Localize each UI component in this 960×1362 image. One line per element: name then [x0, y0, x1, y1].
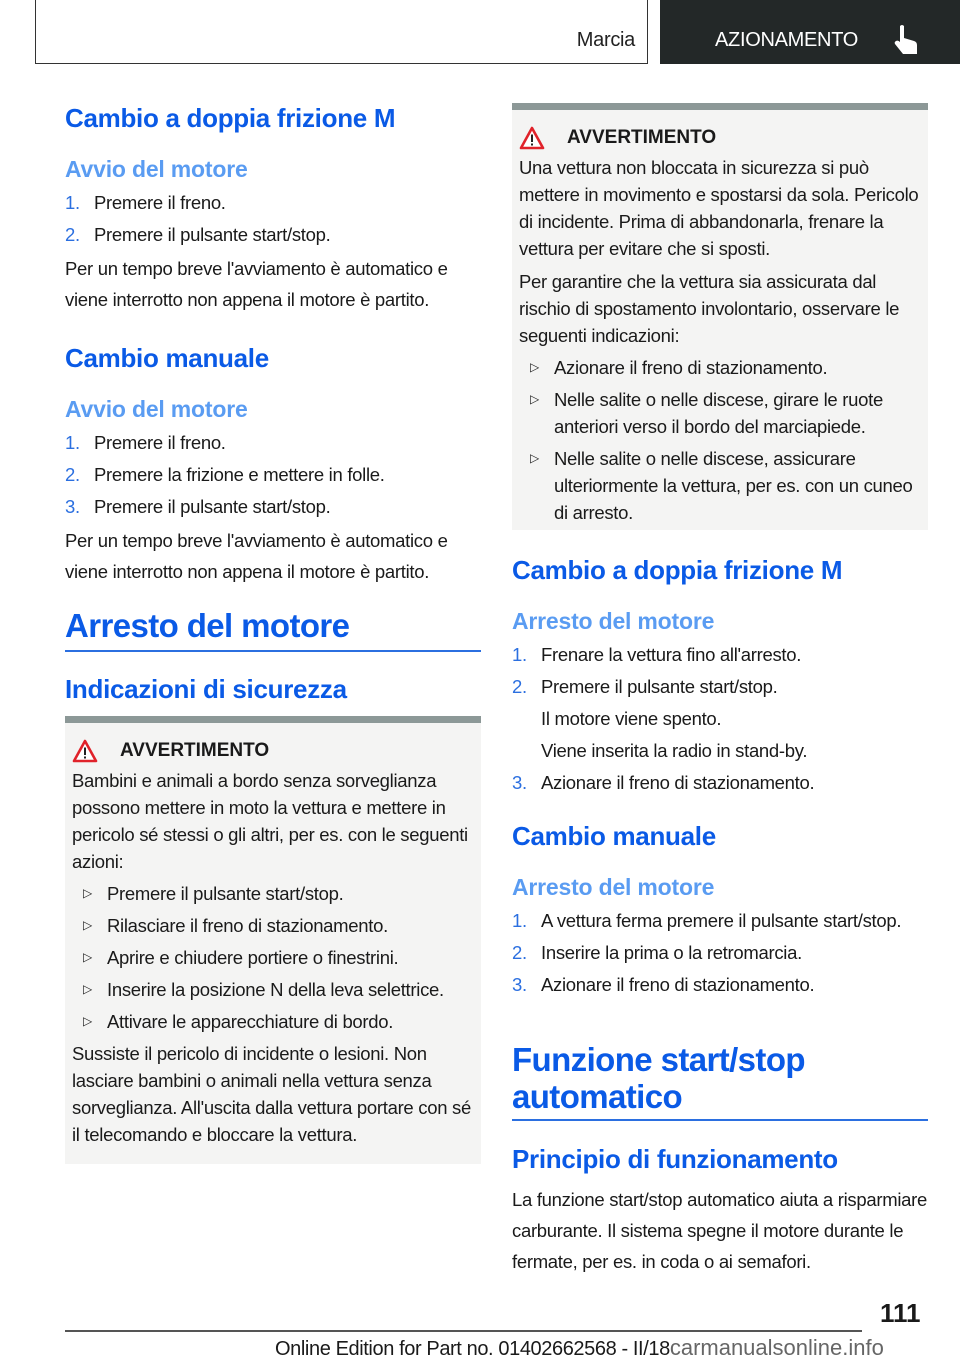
warning-paragraph: Una vettura non bloccata in sicurezza si può mettere in movimento e spostarsi da sola. Pericolo di incidente. Prima di abbandonarla, frenare la vettura per evitare che si sposti.: [519, 157, 919, 259]
warning-intro: Bambini e animali a bordo senza sorveglianza possono mettere in moto la vettura e mettere in pericolo sé stessi o gli altri, per es. con le seguenti azioni:: [72, 770, 468, 872]
list-item: ▷ Azionare il freno di stazionamento.: [519, 354, 920, 381]
subsection-title-stop: Arresto del motore: [512, 874, 715, 900]
list-item: 2. Premere la frizione e mettere in folle.: [65, 464, 385, 485]
start-note: Per un tempo breve l'avviamento è automatico e viene interrotto non appena il motore è partito.: [65, 530, 448, 582]
chapter-title-start-stop: Funzione start/stop automatico: [512, 1041, 805, 1115]
list-item: ▷ Premere il pulsante start/stop.: [72, 880, 473, 907]
warning-header: AVVERTIMENTO: [72, 739, 473, 763]
list-item: 1. Premere il freno.: [65, 432, 226, 453]
header-section-label: Marcia: [576, 29, 635, 51]
header-section-tab: [35, 0, 648, 64]
warning-outro: Sussiste il pericolo di incidente o lesioni. Non lasciare bambini o animali nella vettura senza sorveglianza. All'uscita dalla vettura portare con sé il telecomando e bloccare la vettura.: [72, 1043, 471, 1145]
step-note: Il motore viene spento.: [541, 708, 722, 729]
list-item: ▷ Aprire e chiudere portiere o finestrini.: [72, 944, 473, 971]
steps-list: [512, 639, 928, 799]
list-item: 3. Premere il pulsante start/stop.: [65, 496, 331, 517]
steps-list: [65, 427, 481, 523]
list-item: 2. Premere il pulsante start/stop.: [512, 676, 778, 697]
list-item: 2. Inserire la prima o la retromarcia.: [512, 942, 802, 963]
warning-triangle-icon: [519, 126, 545, 150]
list-item: 3. Azionare il freno di stazionamento.: [512, 772, 815, 793]
start-note: Per un tempo breve l'avviamento è automatico e viene interrotto non appena il motore è partito.: [65, 258, 448, 310]
warning-bullets: [519, 354, 920, 526]
hand-pointer-icon: [892, 24, 920, 56]
list-item: ▷ Nelle salite o nelle discese, assicurare ulteriormente la vettura, per es. con un cuneo di arresto.: [519, 445, 920, 526]
right-column: [512, 555, 928, 1001]
section-title-dct-stop: Cambio a doppia frizione M: [512, 555, 843, 585]
warning-box-rolling: [512, 103, 928, 530]
list-item: ▷ Attivare le apparecchiature di bordo.: [72, 1008, 473, 1035]
safety-title: Indicazioni di sicurezza: [65, 674, 347, 704]
footer-divider: [65, 1330, 862, 1332]
steps-list: [65, 187, 481, 251]
warning-paragraph: Per garantire che la vettura sia assicurata dal rischio di spostamento involontario, osservare le seguenti indicazioni:: [519, 271, 900, 346]
section-title-dct-start: Cambio a doppia frizione M: [65, 103, 396, 133]
section-title-manual-stop: Cambio manuale: [512, 821, 716, 851]
triangle-bullet-icon: [519, 386, 554, 440]
principle-title: Principio di funzionamento: [512, 1144, 838, 1174]
subsection-title-stop: Arresto del motore: [512, 608, 715, 634]
triangle-bullet-icon: [519, 354, 554, 381]
warning-header: AVVERTIMENTO: [519, 126, 920, 150]
page-number: 111: [880, 1298, 921, 1328]
list-item: 2. Premere il pulsante start/stop.: [65, 224, 331, 245]
triangle-bullet-icon: [72, 880, 107, 907]
triangle-bullet-icon: [72, 944, 107, 971]
left-column: [65, 103, 481, 587]
subsection-title-start: Avvio del motore: [65, 396, 248, 422]
principle-text: La funzione start/stop automatico aiuta a risparmiare carburante. Il sistema spegne il motore durante le fermate, per es. in coda o ai semafori.: [512, 1189, 927, 1272]
warning-triangle-icon: [72, 739, 98, 763]
list-item: 1. A vettura ferma premere il pulsante start/stop.: [512, 910, 902, 931]
list-item: ▷ Inserire la posizione N della leva selettrice.: [72, 976, 473, 1003]
warning-bullets: [72, 880, 473, 1035]
footer-edition: Online Edition for Part no. 01402662568 - II/18carmanualsonline.info: [275, 1335, 884, 1360]
list-item: 3. Azionare il freno di stazionamento.: [512, 974, 815, 995]
chapter-heading: [65, 607, 481, 652]
list-item: ▷ Nelle salite o nelle discese, girare le ruote anteriori verso il bordo del marciapiede.: [519, 386, 920, 440]
step-note: Viene inserita la radio in stand-by.: [541, 740, 808, 761]
triangle-bullet-icon: [72, 1008, 107, 1035]
subsection-title-start: Avvio del motore: [65, 156, 248, 182]
triangle-bullet-icon: [72, 912, 107, 939]
chapter-heading: [512, 1041, 928, 1121]
list-item: ▷ Rilasciare il freno di stazionamento.: [72, 912, 473, 939]
section-title-manual-start: Cambio manuale: [65, 343, 269, 373]
watermark[interactable]: carmanualsonline.info: [669, 1335, 884, 1360]
list-item: 1. Premere il freno.: [65, 192, 226, 213]
triangle-bullet-icon: [72, 976, 107, 1003]
steps-list: [512, 905, 928, 1001]
header-chapter-tab: [660, 0, 960, 64]
warning-box-children: [65, 716, 481, 1164]
triangle-bullet-icon: [519, 445, 554, 526]
chapter-title-engine-stop: Arresto del motore: [65, 607, 350, 644]
list-item: 1. Frenare la vettura fino all'arresto.: [512, 644, 802, 665]
header-chapter-label: AZIONAMENTO: [715, 29, 859, 51]
